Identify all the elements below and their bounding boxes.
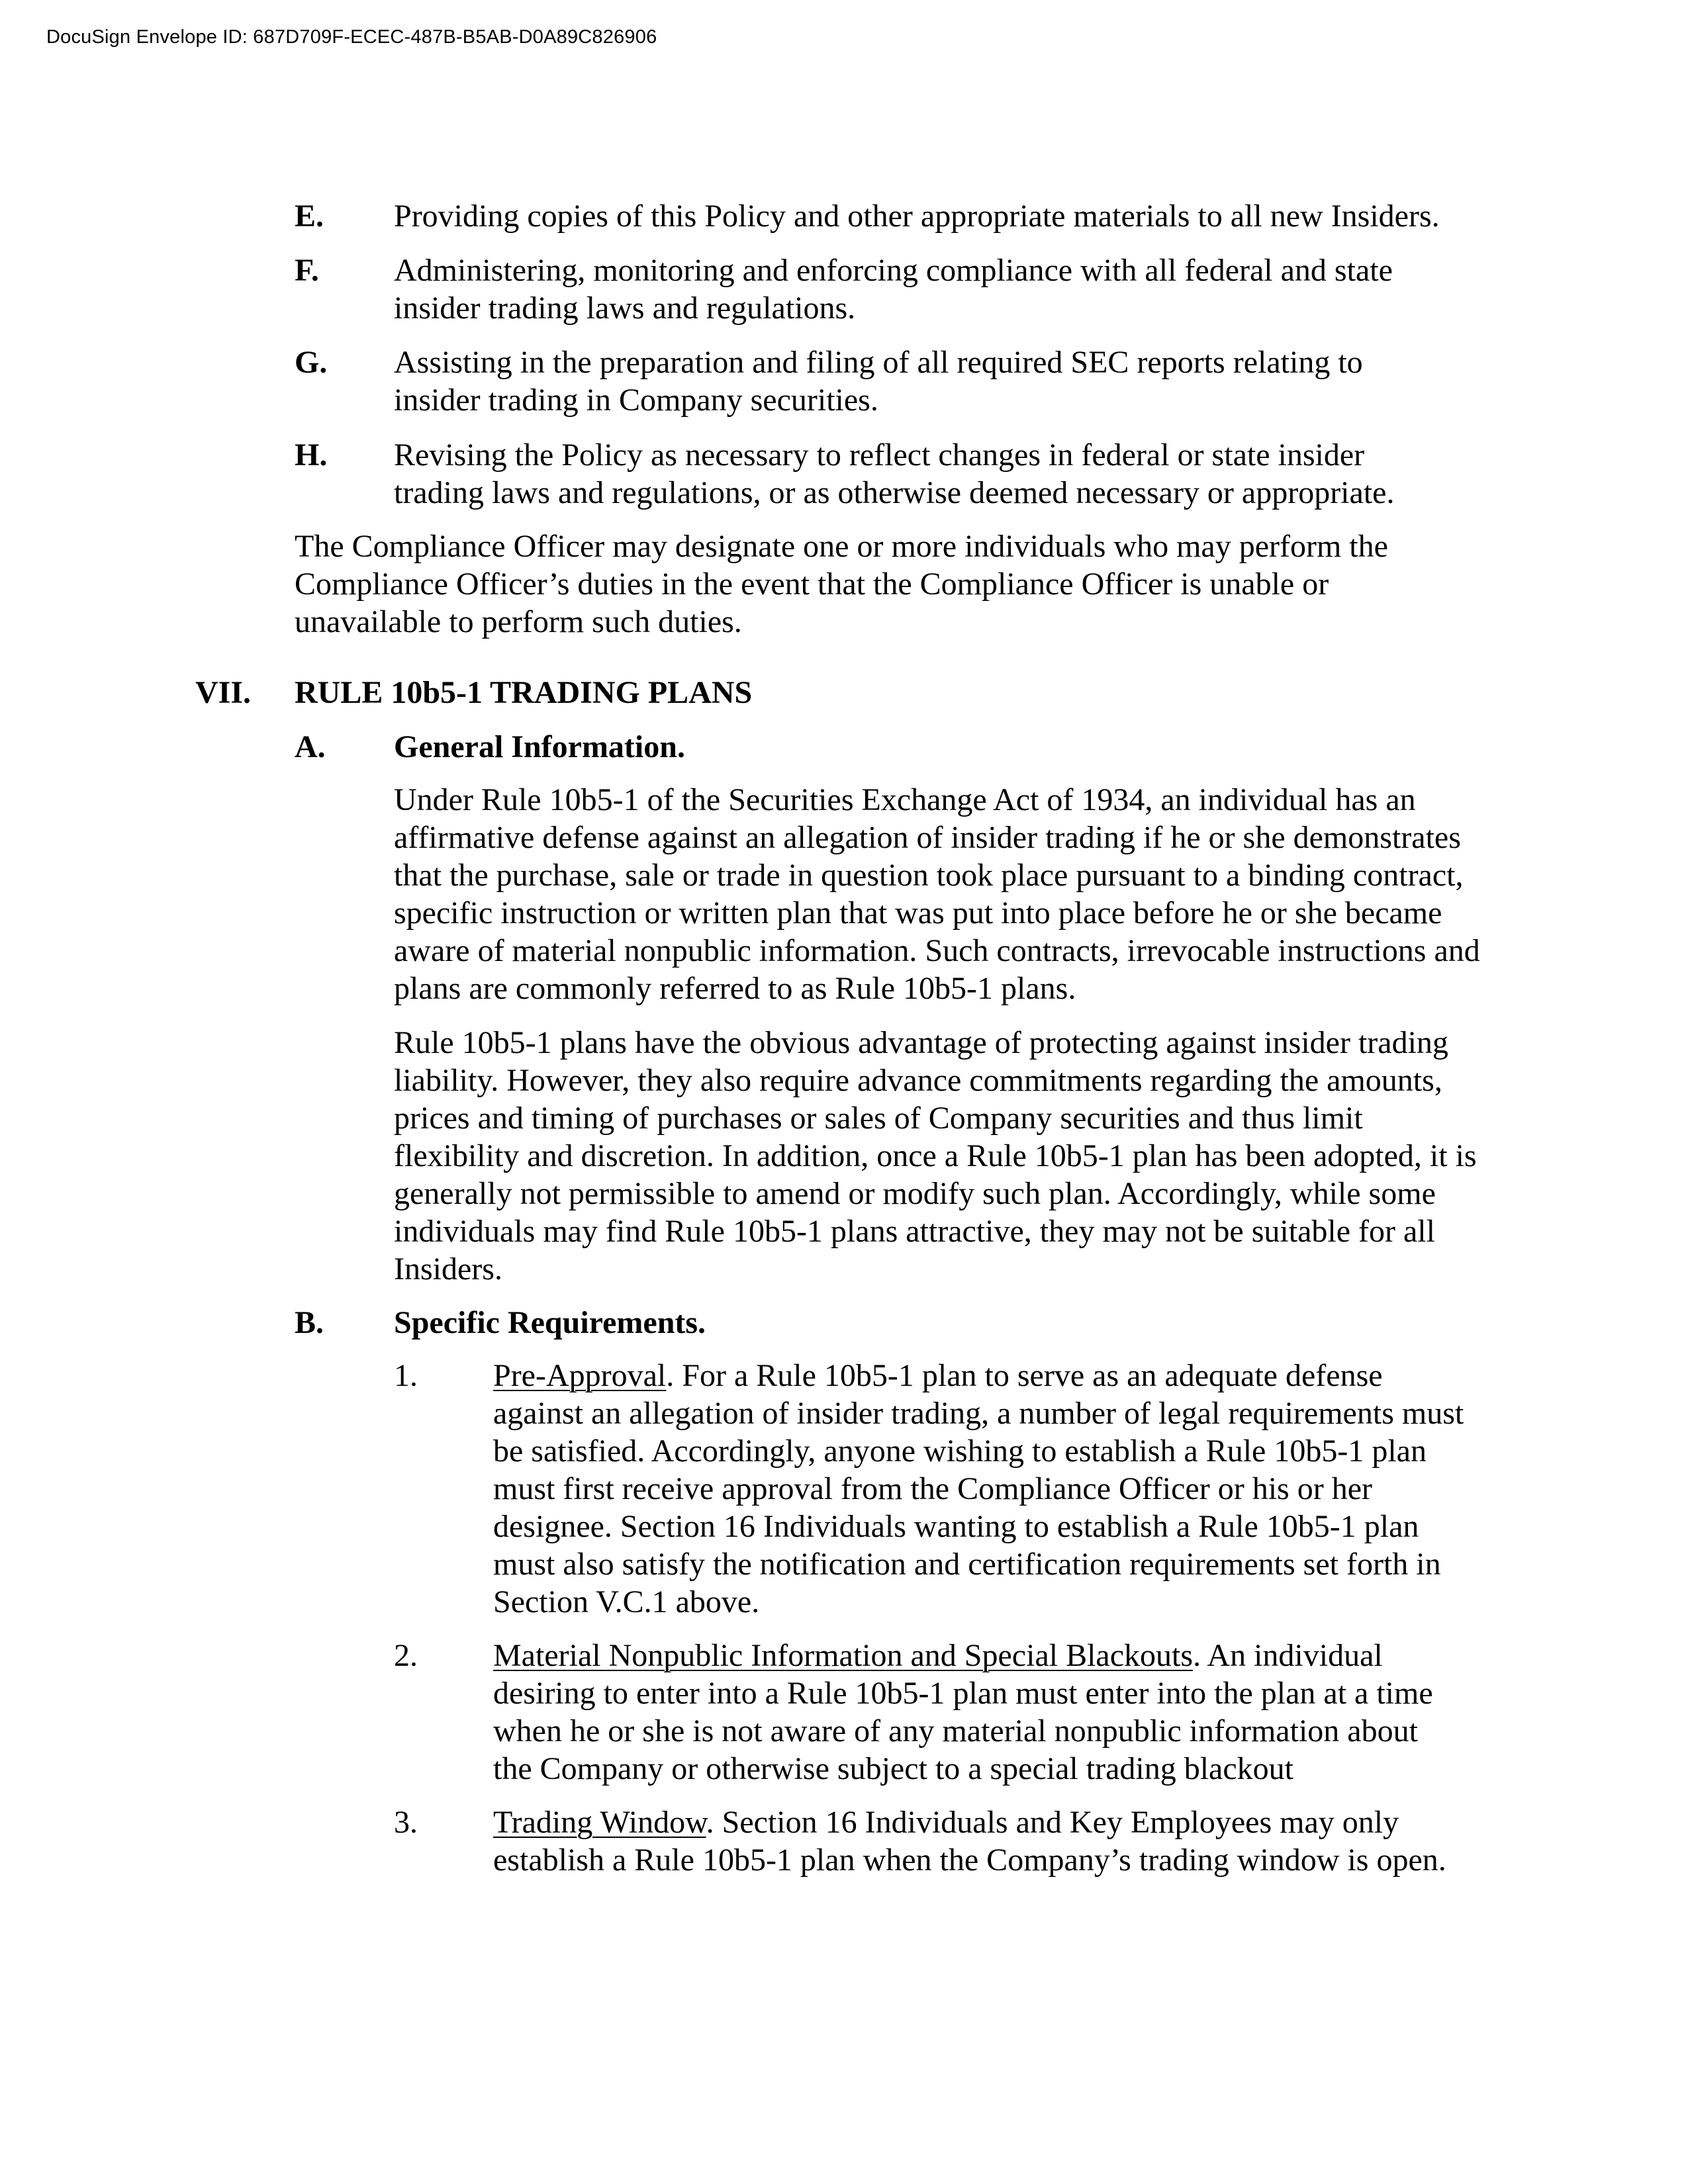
duty-text: Providing copies of this Policy and other appropriate materials to all new Insiders.	[394, 199, 1440, 234]
designee-paragraph: The Compliance Officer may designate one or more individuals who may perform the Compliance Officer’s duties in the event that the Compliance Officer is unable or unavailable to perform such duties.	[295, 529, 1388, 639]
subsection-b-title: Specific Requirements.	[394, 1305, 706, 1340]
general-info-paragraph-1: Under Rule 10b5-1 of the Securities Exchange Act of 1934, an individual has an affirmative defense against an allegation of insider trading if he or she demonstrates that the purchase, sale or trade in question took place pursuant to a binding contract, specific instruction or written plan that was put into place before he or she became aware of material nonpublic information. Such contracts, irrevocable instructions and plans are commonly referred to as Rule 10b5-1 plans.	[394, 782, 1480, 1006]
duty-letter: E.	[295, 199, 324, 234]
subsection-a-title: General Information.	[394, 729, 685, 764]
requirement-heading: Pre-Approval	[493, 1358, 667, 1393]
duty-text: Administering, monitoring and enforcing compliance with all federal and state insider trading laws and regulations.	[394, 253, 1393, 326]
requirement-body: . For a Rule 10b5-1 plan to serve as an adequate defense against an allegation of insider trading, a number of legal requirements must be satisfied. Accordingly, anyone wishing to establish a Rule 10b5-1 plan must first receive approval from the Compliance Officer or his or her designee. Section 16 Individuals wanting to establish a Rule 10b5-1 plan must also satisfy the notification and certification requirements set forth in Section V.C.1 above.	[493, 1358, 1464, 1619]
requirement-material-nonpublic-info	[493, 1637, 1460, 1788]
section-number: VII.	[195, 675, 252, 710]
requirement-trading-window	[493, 1803, 1466, 1879]
duty-letter: H.	[295, 437, 328, 473]
general-info-paragraph-2: Rule 10b5-1 plans have the obvious advantage of protecting against insider trading liability. However, they also require advance commitments regarding the amounts, prices and timing of purchases or sales of Company securities and thus limit flexibility and discretion. In addition, once a Rule 10b5-1 plan has been adopted, it is generally not permissible to amend or modify such plan. Accordingly, while some individuals may find Rule 10b5-1 plans attractive, they may not be suitable for all Insiders.	[394, 1025, 1477, 1287]
subsection-b-letter: B.	[295, 1305, 324, 1340]
duty-text: Assisting in the preparation and filing of all required SEC reports relating to insider trading in Company securities.	[394, 345, 1363, 418]
requirement-pre-approval	[493, 1357, 1479, 1621]
duty-letter: F.	[295, 253, 319, 288]
requirement-body: . Section 16 Individuals and Key Employees may only establish a Rule 10b5-1 plan when the Company’s trading window is open.	[493, 1805, 1446, 1878]
requirement-heading: Material Nonpublic Information and Special Blackouts	[493, 1638, 1194, 1673]
requirement-body: . An individual desiring to enter into a Rule 10b5-1 plan must enter into the plan at a time when he or she is not aware of any material nonpublic information about the Company or otherwise subject to a special trading blackout	[493, 1638, 1433, 1786]
docusign-envelope-id: DocuSign Envelope ID: 687D709F-ECEC-487B-B5AB-D0A89C826906	[46, 26, 657, 48]
requirement-heading: Trading Window	[493, 1805, 706, 1840]
section-title: RULE 10b5-1 TRADING PLANS	[295, 675, 753, 710]
requirement-number: 3.	[394, 1805, 418, 1840]
subsection-a-letter: A.	[295, 729, 326, 764]
duty-text: Revising the Policy as necessary to reflect changes in federal or state insider trading laws and regulations, or as otherwise deemed necessary or appropriate.	[394, 437, 1395, 510]
requirement-number: 1.	[394, 1358, 418, 1393]
requirement-number: 2.	[394, 1638, 418, 1673]
duty-letter: G.	[295, 345, 328, 380]
